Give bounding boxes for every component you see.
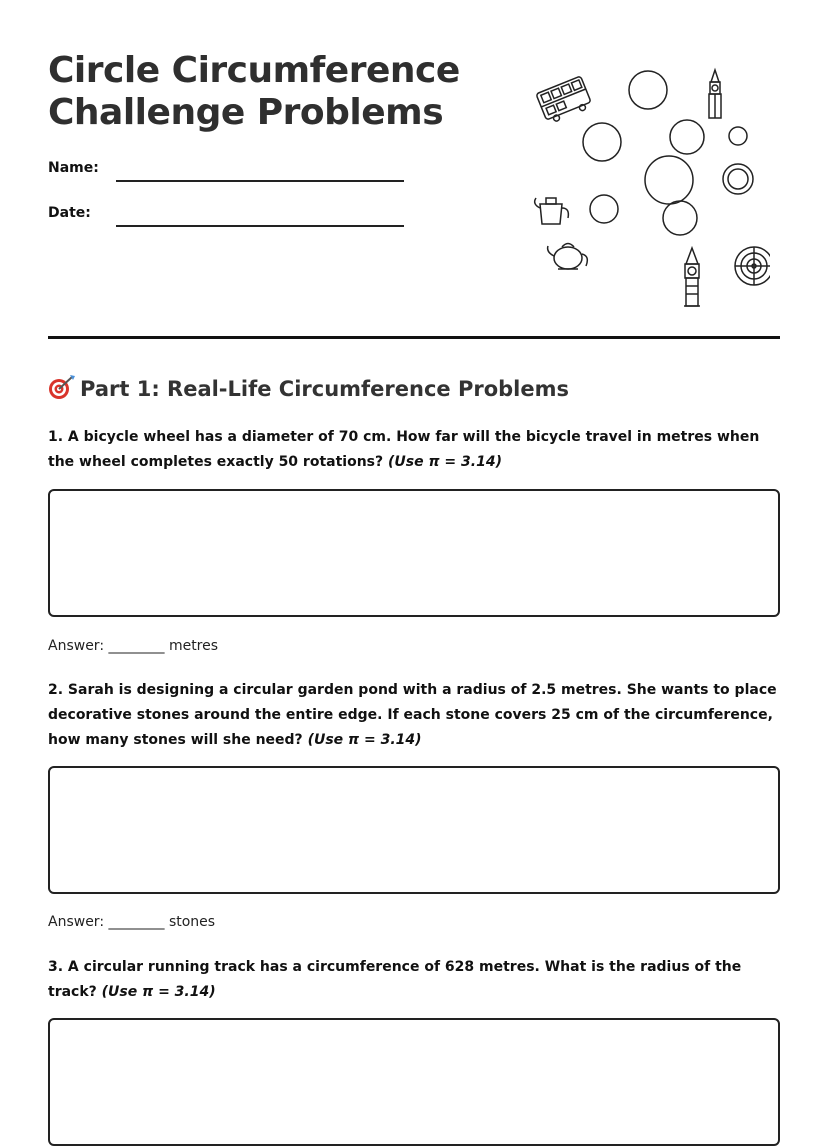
teapot-icon	[548, 244, 588, 270]
circle-icon	[670, 120, 704, 154]
target-icon	[48, 374, 76, 400]
circle-icon	[629, 71, 667, 109]
question-1	[48, 425, 780, 475]
question-2-hint: (Use π = 3.14)	[307, 732, 422, 748]
dartboard-icon	[735, 247, 770, 285]
part1-heading	[48, 374, 569, 401]
circle-icon	[590, 195, 618, 223]
circles-illustration	[530, 62, 770, 312]
circle-icon	[729, 127, 747, 145]
answer-box-2[interactable]	[48, 766, 780, 894]
worksheet-title	[48, 50, 460, 134]
question-2-text: 2. Sarah is designing a circular garden pond with a radius of 2.5 metres. She wants to place decorative stones around the entire edge. If each stone covers 25 cm of the circumference, how many stones will she need?	[48, 682, 777, 748]
date-label: Date:	[48, 205, 91, 221]
teapot-icon	[535, 198, 569, 224]
bus-icon	[536, 76, 593, 125]
circle-icon	[663, 201, 697, 235]
answer-line-2	[48, 914, 215, 930]
circle-icon	[583, 123, 621, 161]
date-line[interactable]	[116, 225, 404, 227]
answer-2-unit: stones	[168, 914, 216, 930]
part1-heading-text: Part 1: Real-Life Circumference Problems	[80, 377, 569, 401]
date-field[interactable]	[48, 205, 116, 221]
question-2	[48, 678, 780, 753]
answer-box-3[interactable]	[48, 1018, 780, 1146]
circle-icon	[645, 156, 693, 204]
tower-icon	[709, 70, 721, 118]
plate-icon	[723, 164, 753, 194]
question-1-hint: (Use π = 3.14)	[388, 454, 502, 470]
question-3-text: 3. A circular running track has a circumference of 628 metres. What is the radius of the track?	[48, 959, 742, 1000]
answer-1-prefix: Answer: ________	[48, 638, 165, 654]
section-divider	[48, 336, 780, 339]
worksheet-header	[48, 0, 780, 340]
name-field[interactable]	[48, 160, 116, 176]
answer-1-unit: metres	[168, 638, 219, 654]
question-3	[48, 955, 780, 1005]
name-line[interactable]	[116, 180, 404, 182]
worksheet-page	[48, 0, 780, 1000]
title-line-1: Circle Circumference	[48, 50, 460, 91]
answer-box-1[interactable]	[48, 489, 780, 617]
answer-line-1	[48, 638, 218, 654]
question-3-hint: (Use π = 3.14)	[101, 984, 216, 1000]
question-1-text: 1. A bicycle wheel has a diameter of 70 cm. How far will the bicycle travel in metres when the wheel completes exactly 50 rotations?	[48, 429, 760, 470]
title-line-2: Challenge Problems	[48, 92, 444, 133]
name-label: Name:	[48, 160, 99, 176]
answer-2-prefix: Answer: ________	[48, 914, 165, 930]
clock-tower-icon	[684, 248, 700, 306]
